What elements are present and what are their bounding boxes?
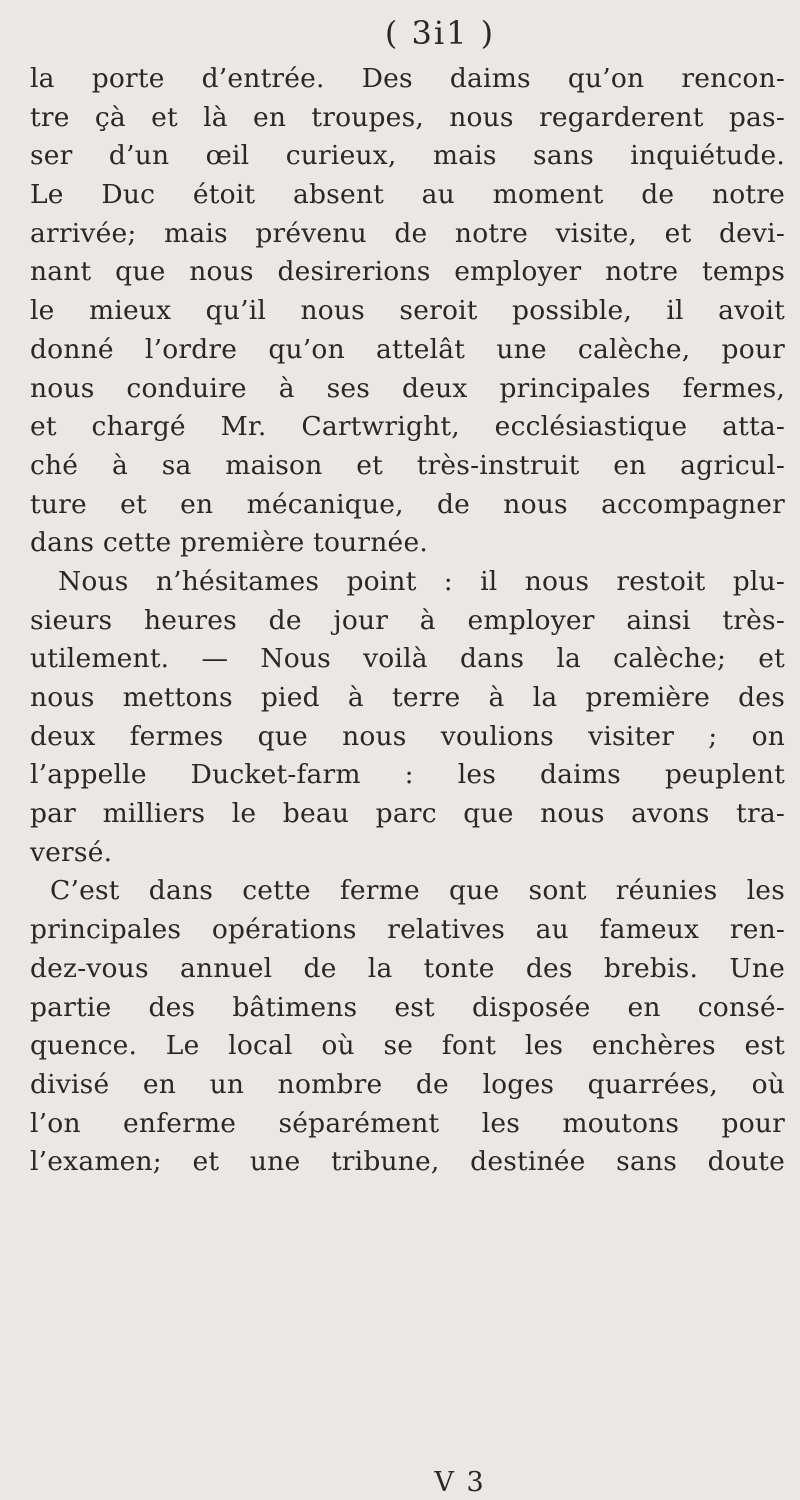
text-line: deux fermes que nous voulions visiter ; on: [30, 720, 785, 752]
text-line: utilement. — Nous voilà dans la calèche; et: [30, 643, 785, 675]
text-line: ture et en mécanique, de nous accompagner: [30, 488, 785, 520]
text-line: l’on enferme séparément les moutons pour: [30, 1107, 785, 1139]
text-line: nous conduire à ses deux principales fermes,: [30, 372, 785, 404]
text-line: C’est dans cette ferme que sont réunies les: [50, 875, 785, 907]
text-line: par milliers le beau parc que nous avons tra-: [30, 798, 785, 830]
text-line: Nous n’hésitames point : il nous restoit plu-: [58, 565, 785, 597]
text-line: nant que nous desirerions employer notre temps: [30, 256, 785, 288]
text-line: arrivée; mais prévenu de notre visite, et devi-: [30, 217, 785, 249]
text-line: principales opérations relatives au fameux ren-: [30, 914, 785, 946]
text-line: quence. Le local où se font les enchères est: [30, 1030, 785, 1062]
text-line: divisé en un nombre de loges quarrées, où: [30, 1068, 785, 1100]
text-line: nous mettons pied à terre à la première des: [30, 682, 785, 713]
text-line: donné l’ordre qu’on attelât une calèche, pour: [30, 333, 785, 365]
text-line: dans cette première tournée.: [30, 527, 428, 559]
text-line: versé.: [30, 836, 113, 868]
text-line: et chargé Mr. Cartwright, ecclésiastique atta-: [30, 411, 785, 443]
body-text: [30, 60, 785, 1182]
text-line: Le Duc étoit absent au moment de notre: [30, 179, 785, 211]
text-line: l’appelle Ducket-farm : les daims peuplent: [30, 759, 785, 791]
text-line: dez-vous annuel de la tonte des brebis. Une: [30, 952, 785, 984]
text-line: tre çà et là en troupes, nous regarderent pas-: [30, 101, 785, 133]
text-line: ché à sa maison et très-instruit en agricul-: [30, 449, 785, 481]
text-line: sieurs heures de jour à employer ainsi très-: [30, 604, 785, 636]
text-line: l’examen; et une tribune, destinée sans doute: [30, 1146, 785, 1178]
text-line: partie des bâtimens est disposée en consé-: [30, 991, 785, 1023]
text-line: le mieux qu’il nous seroit possible, il avoit: [30, 295, 785, 327]
text-line: la porte d’entrée. Des daims qu’on rencon-: [30, 63, 785, 94]
page-number-header: ( 3i1 ): [384, 14, 496, 52]
signature-mark: V 3: [434, 1467, 486, 1498]
text-line: ser d’un œil curieux, mais sans inquiétude.: [30, 140, 785, 172]
